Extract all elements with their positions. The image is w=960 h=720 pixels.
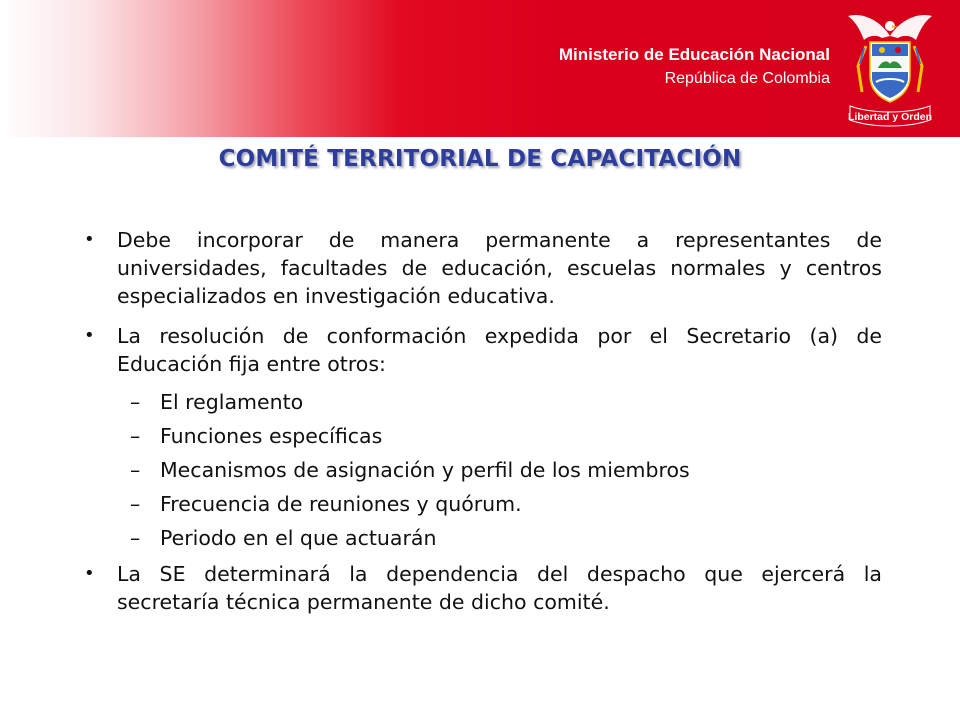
republic-name: República de Colombia — [664, 70, 830, 87]
list-item — [82, 226, 882, 310]
bullet-icon: • — [84, 229, 95, 250]
list-item — [82, 560, 882, 616]
motto-text: Libertad y Orden — [847, 111, 933, 123]
page-title: COMITÉ TERRITORIAL DE CAPACITACIÓN — [218, 146, 742, 172]
coat-of-arms-icon — [842, 6, 938, 130]
bullet-icon: • — [84, 563, 95, 584]
dash-icon: – — [130, 492, 141, 516]
sub-item-text: Mecanismos de asignación y perfil de los miembros — [160, 458, 690, 482]
sub-item-text: El reglamento — [160, 390, 304, 414]
sub-list-item — [82, 388, 882, 416]
bullet-text: La SE determinará la dependencia del despacho que ejercerá la secretaría técnica permanente de dicho comité. — [117, 562, 882, 614]
sub-item-text: Funciones específicas — [160, 424, 383, 448]
dash-icon: – — [130, 424, 141, 448]
dash-icon: – — [130, 458, 141, 482]
header-banner — [0, 0, 960, 137]
slide-content — [82, 226, 882, 628]
bullet-text: La resolución de conformación expedida por el Secretario (a) de Educación fija entre otros: — [117, 324, 882, 376]
list-item — [82, 322, 882, 378]
sub-item-text: Frecuencia de reuniones y quórum. — [160, 492, 522, 516]
dash-icon: – — [130, 526, 141, 550]
sub-item-text: Periodo en el que actuarán — [160, 526, 437, 550]
sub-list-item — [82, 456, 882, 484]
bullet-text: Debe incorporar de manera permanente a representantes de universidades, facultades de educación, escuelas normales y centros especializados en investigación educativa. — [117, 228, 882, 308]
sub-list-item — [82, 422, 882, 450]
dash-icon: – — [130, 390, 141, 414]
sub-list-item — [82, 490, 882, 518]
header-text — [559, 44, 830, 90]
sub-list-item — [82, 524, 882, 552]
bullet-icon: • — [84, 325, 95, 346]
ministry-name: Ministerio de Educación Nacional — [558, 45, 830, 64]
